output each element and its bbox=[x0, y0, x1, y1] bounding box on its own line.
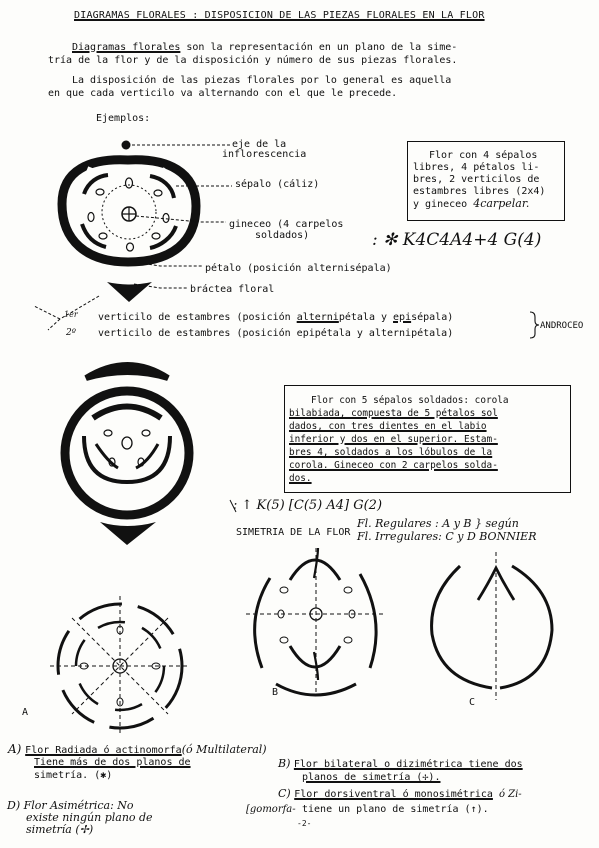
box1-line: libres, 4 pétalos li- bbox=[413, 162, 540, 173]
label-eje-2: inflorescencia bbox=[222, 149, 307, 160]
gynoecium bbox=[122, 207, 136, 221]
box2-line: dos. bbox=[289, 473, 312, 484]
examples-label: Ejemplos: bbox=[96, 113, 151, 124]
bract-bottom-2 bbox=[100, 522, 156, 545]
intro-line-4: en que cada verticilo va alternando con el que le precede. bbox=[48, 88, 398, 99]
box2-line: bres 4, soldados a los lóbulos de la bbox=[289, 447, 493, 458]
type-a-line-1 bbox=[8, 743, 267, 757]
bract-top-2 bbox=[86, 365, 168, 378]
type-d-line-2: existe ningún plano de bbox=[26, 811, 153, 824]
outer-whorl-a bbox=[58, 604, 182, 728]
figure-label-a: A bbox=[22, 707, 29, 718]
gynoecium-2 bbox=[122, 437, 132, 449]
verticilo-2-num: 2º bbox=[66, 328, 76, 338]
symmetry-axes-b bbox=[246, 548, 386, 694]
verticilo-2: verticilo de estambres (posición epipétala y alternipétala) bbox=[98, 328, 454, 339]
type-d-line-1: D) Flor Asimétrica: No bbox=[7, 799, 134, 812]
box2-line: Flor con 5 sépalos soldados: corola bbox=[311, 395, 509, 406]
box2-line: bilabiada, compuesta de 5 pétalos sol bbox=[289, 408, 498, 419]
type-a-extra: (ó Multilateral) bbox=[181, 743, 267, 756]
box2-line: dados, con tres dientes en el labio bbox=[289, 421, 487, 432]
type-c-zygo: [gomorfa- bbox=[246, 804, 296, 815]
symmetry-diagram-b bbox=[246, 548, 386, 695]
type-a-name: Flor Radiada ó actinomorfa bbox=[25, 745, 182, 756]
type-c-extra: ó Zi- bbox=[498, 789, 522, 800]
type-c-head: C) bbox=[278, 787, 295, 800]
page-title: DIAGRAMAS FLORALES : DISPOSICION DE LAS PIEZAS FLORALES EN LA FLOR bbox=[74, 10, 485, 21]
label-bractea: bráctea floral bbox=[190, 284, 275, 295]
type-b-name: Flor bilateral o dizimétrica tiene dos bbox=[293, 759, 523, 770]
label-sepalo: sépalo (cáliz) bbox=[235, 179, 320, 190]
androceo-label: ANDROCEO bbox=[540, 321, 584, 331]
label-gineceo-1: gineceo (4 carpelos bbox=[229, 219, 344, 230]
type-a-line-2: Tiene más de dos planos de bbox=[34, 757, 191, 768]
box1-line bbox=[413, 198, 563, 211]
box2-line: corola. Gineceo con 2 carpelos solda- bbox=[289, 460, 498, 471]
diagram1-box-text bbox=[413, 150, 563, 211]
type-c-name: Flor dorsiventral ó monosimétrica bbox=[294, 789, 493, 800]
outer-whorl-b bbox=[255, 574, 376, 695]
v1-part: sépala) bbox=[411, 312, 454, 323]
formula-2: : ↑ K(5) [C(5) A4] G(2) bbox=[233, 498, 383, 513]
v1-epi: epi bbox=[393, 312, 412, 323]
corolla-lower-2 bbox=[84, 436, 170, 482]
floral-diagram-2 bbox=[65, 365, 236, 545]
calyx-2 bbox=[65, 391, 189, 515]
corolla-upper-2 bbox=[93, 407, 161, 419]
label-petalo: pétalo (posición alternisépala) bbox=[205, 263, 392, 274]
stamens-a bbox=[80, 626, 160, 706]
type-b-line-2: planos de simetría (✢). bbox=[302, 772, 441, 783]
androceo-brace bbox=[530, 312, 539, 338]
type-d-line-3: simetría (✢) bbox=[26, 823, 94, 836]
simetria-heading: SIMETRIA DE LA FLOR bbox=[236, 527, 351, 538]
box1-carpel: 4carpelar. bbox=[473, 197, 530, 210]
inflorescence-axis bbox=[122, 141, 131, 150]
petal-tip-lower-b bbox=[314, 652, 318, 680]
intro-term: Diagramas florales bbox=[72, 42, 181, 53]
symmetry-axes-a bbox=[50, 596, 190, 736]
verticilo-1-num: 1er bbox=[64, 310, 78, 319]
symmetry-diagram-a bbox=[50, 596, 190, 736]
stamens-2 bbox=[104, 430, 150, 466]
intro-line-2: tría de la flor y de la disposición y número de sus piezas florales. bbox=[48, 55, 458, 66]
verticilo-1 bbox=[98, 312, 453, 324]
box1-line: Flor con 4 sépalos bbox=[429, 150, 538, 161]
label-eje-1: eje de la bbox=[232, 139, 287, 150]
figure-label-b: B bbox=[272, 687, 279, 698]
box1-line-text: y gineceo bbox=[413, 199, 474, 210]
formula-1: : ✻ K4C4A4+4 G(4) bbox=[372, 230, 542, 250]
figure-label-c: C bbox=[469, 697, 476, 708]
type-c-line-2: tiene un plano de simetría (↑). bbox=[302, 804, 489, 815]
center-a bbox=[113, 659, 127, 673]
intro-line-1 bbox=[72, 42, 457, 54]
bract bbox=[107, 282, 152, 302]
type-b-line-1 bbox=[278, 758, 523, 771]
petal-tip-upper-b bbox=[314, 548, 318, 578]
gynoecium-cross bbox=[122, 207, 136, 221]
petal-lower-b bbox=[290, 646, 340, 667]
petal-upper-b bbox=[290, 560, 340, 580]
intro-line-3: La disposición de las piezas florales por lo general es aquella bbox=[72, 75, 452, 86]
label-gineceo-2: soldados) bbox=[255, 230, 310, 241]
stamens-1 bbox=[88, 178, 169, 251]
box1-line: bres, 2 verticilos de bbox=[413, 174, 540, 185]
v1-part: pétala y bbox=[338, 312, 394, 323]
petal-arcs bbox=[82, 175, 176, 248]
outer-whorl-c bbox=[432, 566, 552, 688]
sepal-outer bbox=[62, 160, 196, 262]
type-a-head: A) bbox=[8, 742, 26, 756]
box2-line: inferior y dos en el superior. Estam- bbox=[289, 434, 498, 445]
page-number: -2- bbox=[297, 819, 312, 828]
inner-whorl-a bbox=[76, 622, 164, 710]
sepal-gap bbox=[86, 172, 168, 178]
simetria-note-2: Fl. Irregulares: C y D BONNIER bbox=[357, 530, 537, 543]
type-c-line-1 bbox=[278, 788, 522, 801]
leader-lines bbox=[34, 145, 232, 330]
petal-c bbox=[478, 568, 514, 600]
box1-line: estambres libres (2x4) bbox=[413, 186, 546, 197]
simetria-note-1: Fl. Regulares : A y B } según bbox=[357, 517, 519, 530]
intro-line1-text: son la representación en un plano de la sime- bbox=[180, 42, 458, 53]
symmetry-diagram-c bbox=[432, 552, 552, 700]
stamens-b bbox=[278, 587, 355, 643]
corolla-teeth-2 bbox=[96, 444, 158, 468]
v1-part: verticilo de estambres (posición bbox=[98, 312, 297, 323]
type-a-line-3: simetría. (✱) bbox=[34, 770, 113, 781]
gynoecium-ring bbox=[102, 185, 156, 239]
center-b bbox=[310, 608, 322, 620]
v1-alterni: alterni bbox=[296, 312, 339, 323]
diagram2-box-text bbox=[289, 394, 569, 485]
type-b-head: B) bbox=[278, 757, 294, 770]
